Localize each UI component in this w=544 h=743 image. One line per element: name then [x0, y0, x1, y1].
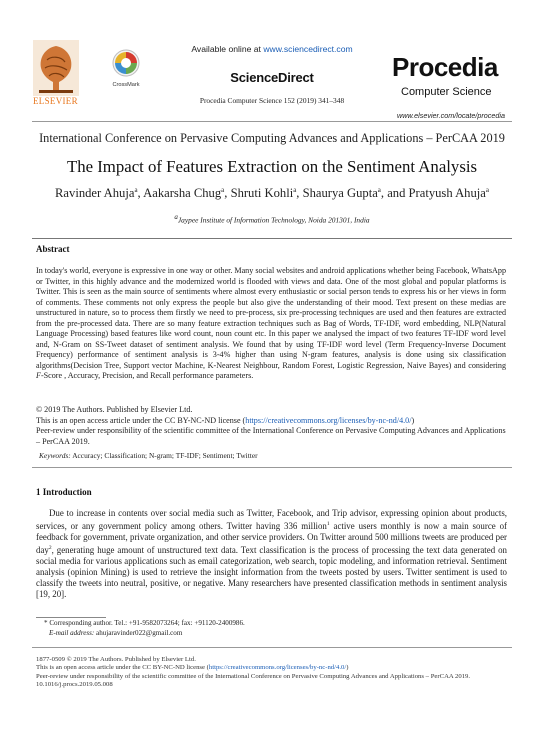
author-affiliation-mark: a: [377, 186, 381, 194]
bottom-license-suffix: ): [346, 664, 349, 672]
header-divider: [32, 121, 512, 122]
license-suffix: ): [411, 415, 415, 425]
bottom-license-line: [36, 664, 508, 672]
license-line: [36, 416, 506, 427]
keywords-label: Keywords:: [39, 451, 71, 460]
abstract-text: [36, 266, 506, 382]
intro-text: , generating huge amount of unstructured text data. Text classification is the process of processing the text data generated on social media for various applications such as email categorization, web search, topic modeling, and information retrieval. Sentiment analysis (opinion Mining) is used to retrieve the insight information from the tweets posted by users. Twitter sentiment is used to classify the tweets into neutral, positive, or negative. Many researchers have presented classification methods in sentiment analysis [19, 20].: [36, 544, 507, 599]
introduction-paragraph: [36, 508, 507, 600]
footnote-divider: [36, 617, 106, 618]
author-list: Ravinder Ahuja$^a$, Aakarsha Chug$^a$, Shruti Kohli$^a$, Shaurya Gupta$^a$, and Pratyush Ahuja$^a$: [55, 186, 489, 201]
abstract-text-part: -Score , Accuracy, Precision, and Recall performance parameters.: [40, 371, 254, 381]
issn-line: 1877-0509 © 2019 The Authors. Published by Elsevier Ltd.: [36, 656, 196, 663]
affiliation-mark: a: [174, 213, 178, 221]
abstract-divider: [32, 238, 512, 239]
publisher-name: ELSEVIER: [33, 96, 78, 106]
bottom-peer-review: Peer-review under responsibility of the scientific committee of the International Conference on Pervasive Computing Advances and Applications – PerCAA 2019.: [36, 672, 471, 680]
author-affiliation-mark: a: [221, 186, 225, 194]
journal-citation: Procedia Computer Science 152 (2019) 341–348: [199, 96, 345, 105]
affiliation: [0, 213, 544, 224]
author-affiliation-mark: a: [293, 186, 297, 194]
doi-line[interactable]: 10.1016/j.procs.2019.05.008: [36, 681, 113, 689]
intro-text: active users monthly is now a main source of feedback for government, private organization, and other service providers. On Twitter around 500 millions tweets are produced per day: [36, 520, 507, 555]
license-prefix: This is an open access article under the CC BY-NC-ND license (: [36, 415, 246, 425]
journal-header: [0, 0, 544, 120]
author-name: Aakarsha Chug: [143, 186, 222, 201]
footnote-ref[interactable]: 2: [48, 544, 52, 551]
keywords-text: Accuracy; Classification; N-gram; TF-IDF; Sentiment; Twitter: [70, 451, 258, 460]
bottom-license-block: [36, 656, 508, 690]
author-affiliation-mark: a: [485, 186, 489, 194]
bottom-license-link[interactable]: https://creativecommons.org/licenses/by-nc-nd/4.0/: [208, 664, 347, 672]
section-heading-introduction: 1 Introduction: [36, 487, 92, 497]
abstract-text-part: In today's world, everyone is expressive in one way or other. Many social websites and android applications whether being Facebook, WhatsApp or Twitter, in this highly advance and the modernized world is flooded with views and data. One of the most global and popular platforms is Twitter. This is seen as the main source of sentiments where almost every enthusiastic or social person tends to express his or her views in form of comments. These comments not only express the people but also give the understanding of their mood. Text present on these medias are unstructured in nature, so to process them firstly we need to pre-process, six pre-processing techniques are used and then features are extracted from the pre-processed data. There are so many feature extraction techniques such as Bag of Words, TF-IDF, word embedding, NLP(Natural Language Processing) based features like word count, noun count etc. In this paper we analysed the impact of two features TF-IDF word level and, N-Gram on SS-Tweet dataset of sentiment analysis. We found that by using TF-IDF word level (Term Frequency-Inverse Document Frequency) performance of sentiment analysis is 3-4% higher than using N-gram features, analysis is done using six classification algorithms(Decision Tree, Support vector Machine, K-Nearest Neighbour, Random Forest, Logistic Regression, Naive Bayes) and considering: [36, 266, 506, 370]
conference-name: International Conference on Pervasive Computing Advances and Applications – PerCAA 2019: [39, 131, 505, 145]
journal-url-link[interactable]: www.elsevier.com/locate/procedia: [397, 111, 505, 120]
bottom-divider: [32, 647, 512, 648]
license-link[interactable]: https://creativecommons.org/licenses/by-nc-nd/4.0/: [245, 415, 412, 425]
copyright-notice: [36, 405, 506, 447]
author-name: Pratyush Ahuja: [408, 186, 486, 201]
keywords-divider: [32, 467, 512, 468]
abstract-text-italic: F: [36, 371, 41, 381]
copyright-line: © 2019 The Authors. Published by Elsevier Ltd.: [36, 405, 193, 414]
email-label: E-mail address:: [49, 629, 95, 637]
author-affiliation-mark: a: [134, 186, 138, 194]
author-name: Shruti Kohli: [230, 186, 294, 201]
peer-review-line: Peer-review under responsibility of the scientific committee of the International Conference on Pervasive Computing Advances and Applications – PerCAA 2019.: [36, 426, 506, 446]
abstract-heading: Abstract: [36, 244, 70, 254]
affiliation-text: Jaypee Institute of Information Technology, Noida 201301, India: [177, 215, 370, 225]
availability-prefix: Available online at: [191, 44, 264, 54]
bottom-license-prefix: This is an open access article under the CC BY-NC-ND license (: [36, 664, 209, 672]
author-name: Shaurya Gupta: [302, 186, 378, 201]
sciencedirect-link[interactable]: www.sciencedirect.com: [263, 44, 353, 54]
email-note: [49, 629, 182, 637]
author-name: Ravinder Ahuja: [55, 186, 135, 201]
intro-text: Due to increase in contents over social media such as Twitter, Facebook, and Trip advisor, expressing opinion about products, services, or any government policy among others. Twitter having 336 million: [36, 508, 507, 531]
footnote-ref[interactable]: 1: [326, 520, 330, 527]
article-title: The Impact of Features Extraction on the Sentiment Analysis: [66, 157, 478, 176]
journal-brand: Procedia: [392, 52, 498, 82]
keywords: [39, 451, 509, 460]
email-link[interactable]: ahujaravinder022@gmail.com: [94, 629, 183, 637]
journal-brand-subtitle: Computer Science: [401, 86, 492, 98]
corresponding-author-note: * Corresponding author. Tel.: +91-9582073264; fax: +91120-2400986.: [44, 619, 245, 627]
platform-name: ScienceDirect: [230, 70, 314, 85]
crossmark-label: CrossMark: [112, 82, 140, 88]
